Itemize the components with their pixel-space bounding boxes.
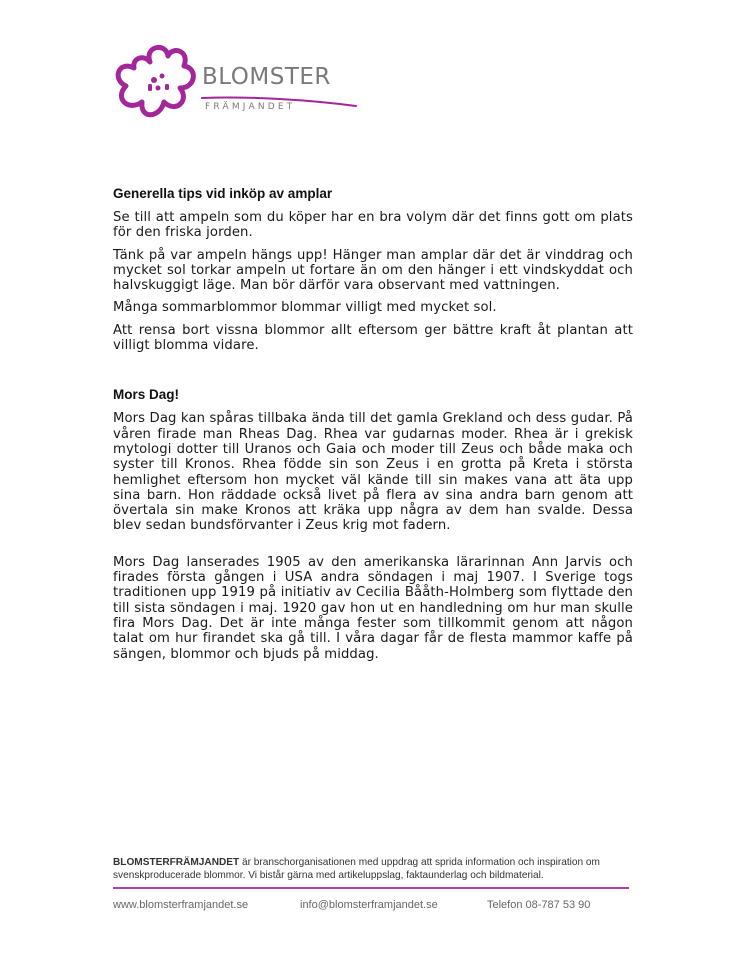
document-body bbox=[113, 186, 633, 669]
section-heading: Mors Dag! bbox=[113, 387, 180, 403]
footer-org-name: BLOMSTERFRÄMJANDET bbox=[113, 857, 240, 868]
paragraph: Tänk på var ampeln hängs upp! Hänger man amplar där det är vinddrag och mycket sol torkar ampeln ut fortare än om den hänger i ett vindskyddat och halvskuggigt läge. Man bör därför vara observant med vattningen. bbox=[113, 247, 633, 294]
paragraph: Många sommarblommor blommar villigt med mycket sol. bbox=[113, 300, 497, 316]
paragraph: Att rensa bort vissna blommor allt eftersom ger bättre kraft åt plantan att villigt blomma vidare. bbox=[113, 322, 633, 354]
paragraph: Mors Dag kan spåras tillbaka ända till det gamla Grekland och dess gudar. På våren firade man Rheas Dag. Rhea var gudarnas moder. Rhea är i grekisk mytologi dotter till Uranos och Gaia och moder till Zeus och både maka och syster till Kronos. Rhea födde sin son Zeus i en grotta på Kreta i största hemlighet eftersom hon mycket väl kände till sin makes vana att äta upp sina barn. Hon räddade också livet på flera av sina andra barn genom att övertala sin make Kronos att kräka upp några av dem han svalde. Dessa blev sedan bundsförvanter i Zeus krig mot fadern. bbox=[113, 411, 633, 534]
paragraph: Se till att ampeln som du köper har en bra volym där det finns gott om plats för den friska jorden. bbox=[113, 210, 633, 241]
footer-description bbox=[113, 856, 633, 882]
phone-number: Telefon 08-787 53 90 bbox=[487, 898, 591, 911]
section-amplar bbox=[113, 186, 633, 353]
email-link[interactable]: info@blomsterframjandet.se bbox=[300, 898, 438, 911]
section-heading: Generella tips vid inköp av amplar bbox=[113, 186, 333, 201]
footer-contacts bbox=[113, 899, 633, 911]
website-link[interactable]: www.blomsterframjandet.se bbox=[113, 898, 249, 911]
paragraph: Mors Dag lanserades 1905 av den amerikanska lärarinnan Ann Jarvis och firades första gången i USA andra söndagen i maj 1907. I Sverige togs traditionen upp 1919 på initiativ av Cecilia Bååth-Holmberg som flyttade den till sista söndagen i maj. 1920 gav hon ut en handledning om hur man skulle fira Mors Dag. Det är inte många fester som tillkommit genom att någon talat om hur firandet ska gå till. I våra dagar får de flesta mammor kaffe på sängen, blommor och bjuds på middag. bbox=[113, 554, 633, 662]
section-mors-dag bbox=[113, 387, 633, 661]
page-footer bbox=[113, 856, 633, 911]
footer-divider bbox=[113, 887, 629, 889]
brand-underline bbox=[110, 40, 370, 130]
brand-sub: FRÄMJANDET bbox=[205, 102, 296, 112]
brand-name: BLOMSTER bbox=[202, 64, 331, 90]
footer-org-description: är branschorganisationen med uppdrag att sprida information och inspiration om svenskproducerade blommor. Vi bistår gärna med artikeluppslag, faktaunderlag och bildmaterial. bbox=[113, 857, 600, 882]
brand-logo bbox=[110, 40, 370, 130]
